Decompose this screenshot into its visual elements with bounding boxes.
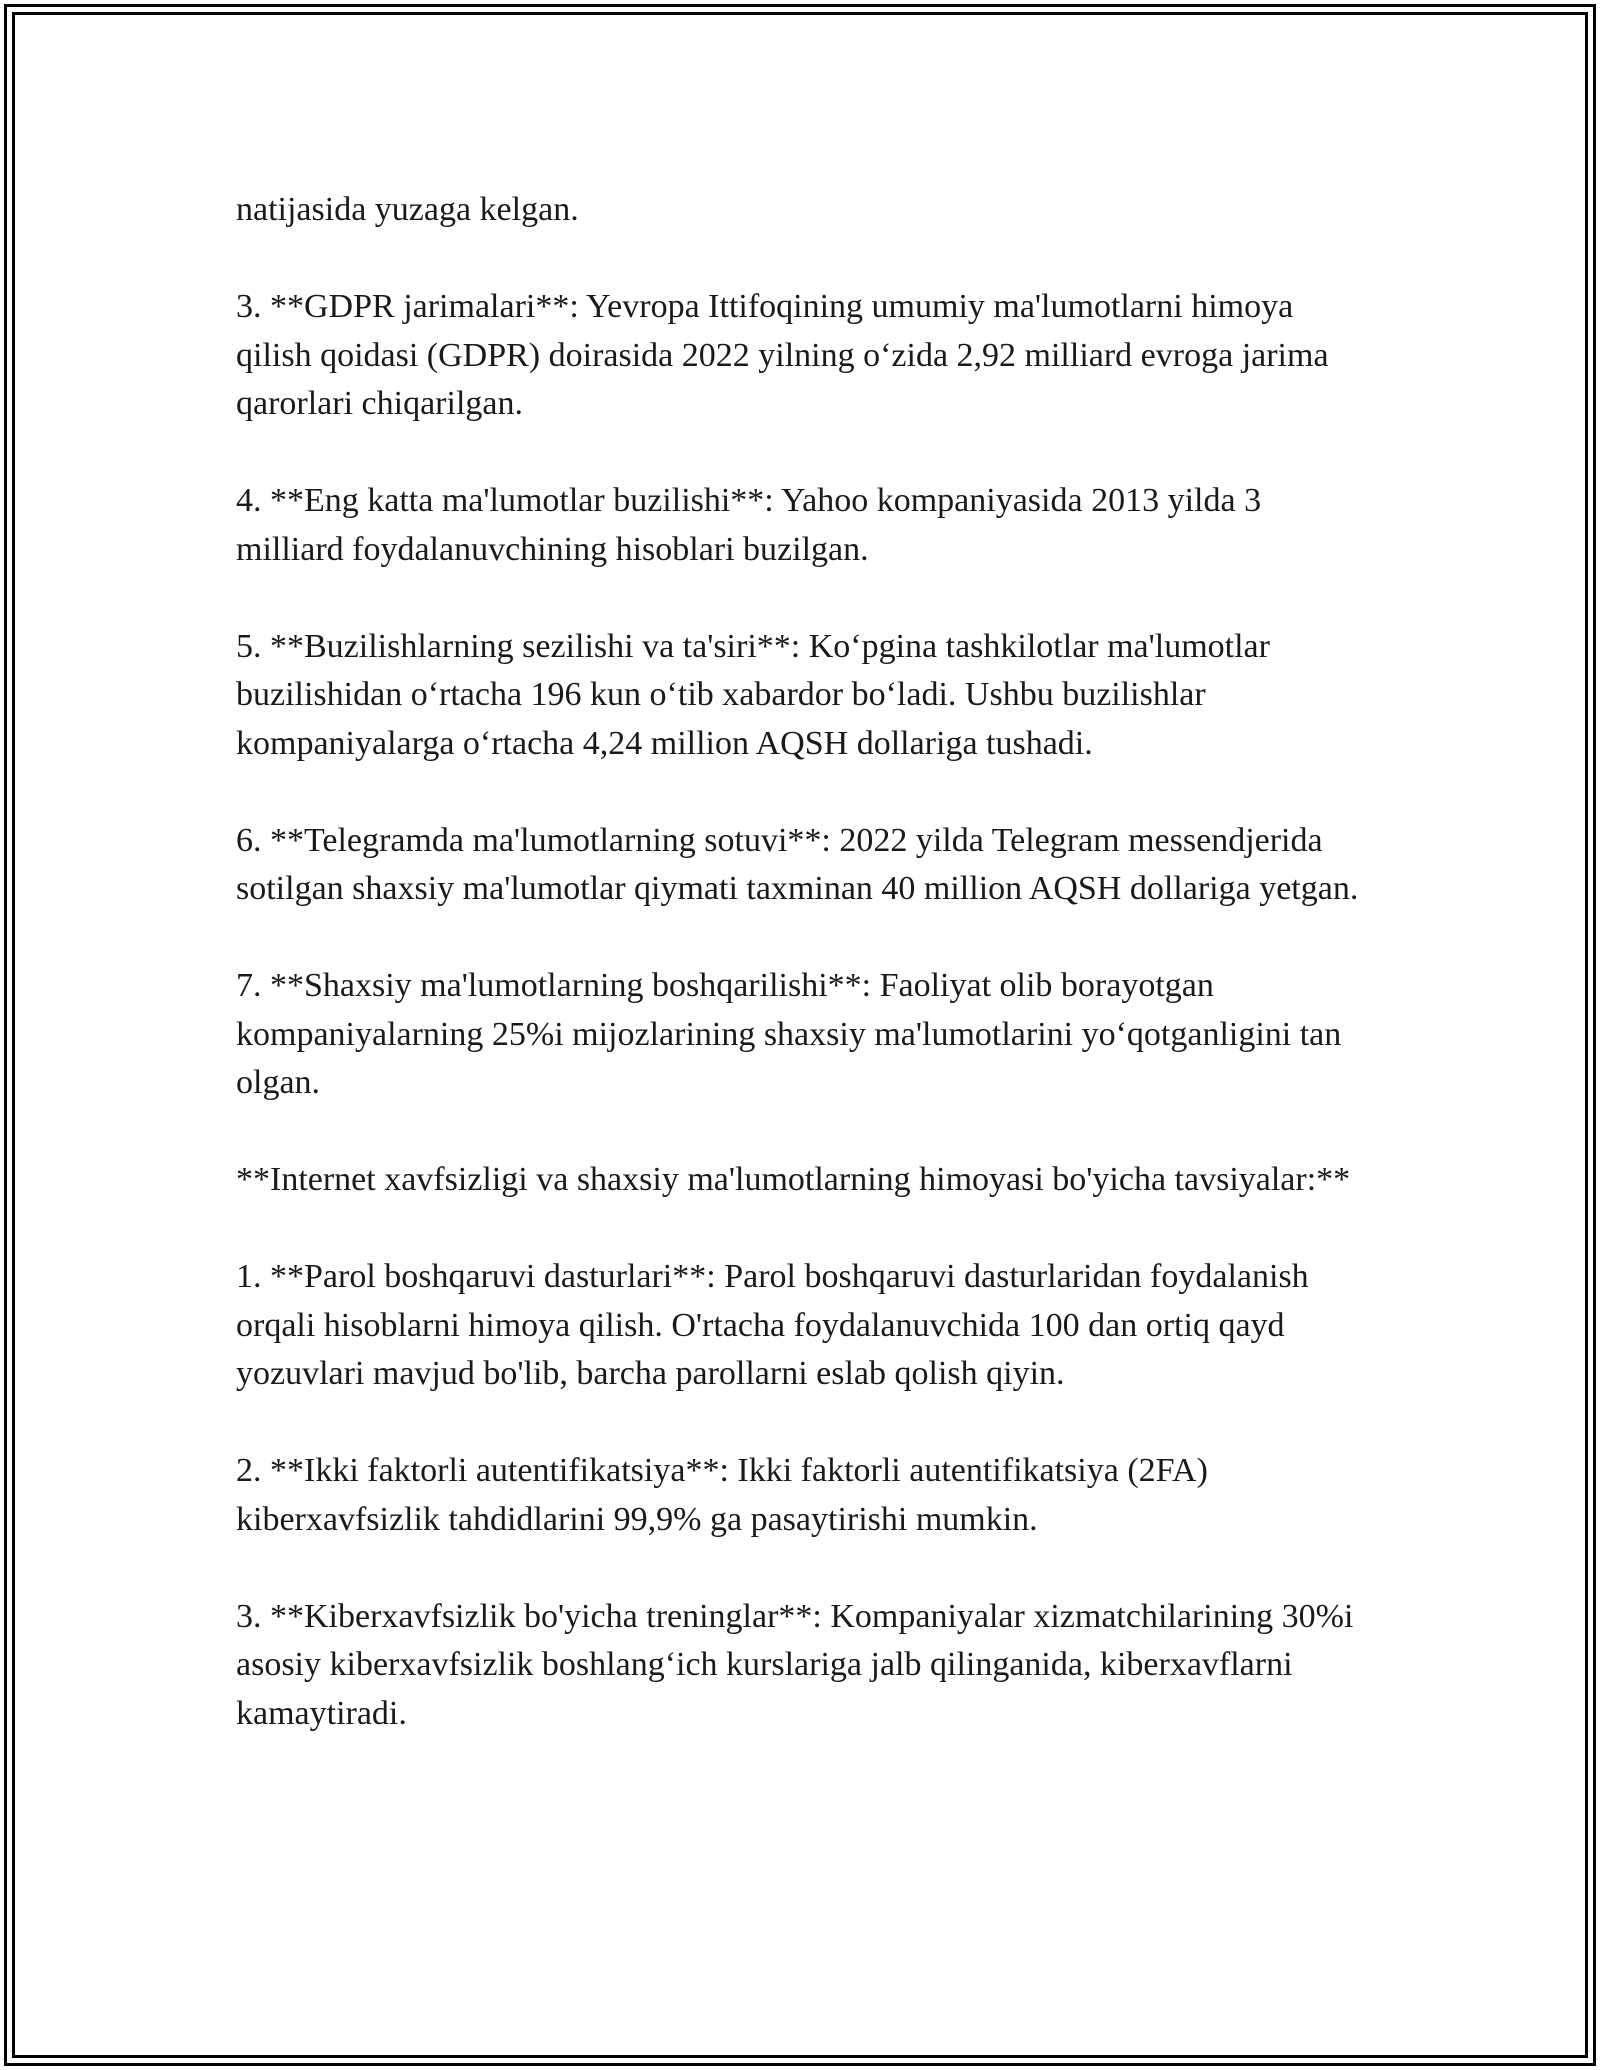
paragraph-security-trainings: 3. **Kiberxavfsizlik bo'yicha treninglar**: Kompaniyalar xizmatchilarining 30%i asosiy kiberxavfsizlik boshlang‘ich kurslariga jalb qilinganida, kiberxavflarni kamaytiradi. — [236, 1597, 1354, 1732]
paragraph-breach-detection: 5. **Buzilishlarning sezilishi va ta'siri**: Ko‘pgina tashkilotlar ma'lumotlar buzilishidan o‘rtacha 196 kun o‘tib xabardor bo‘ladi. Ushbu buzilishlar kompaniyalarga o‘rtacha 4,24 million AQSH dollariga tushadi. — [236, 627, 1270, 762]
paragraph-largest-breach: 4. **Eng katta ma'lumotlar buzilishi**: Yahoo kompaniyasida 2013 yilda 3 milliard foydalanuvchining hisoblari buzilgan. — [236, 482, 1262, 568]
paragraph-two-factor-auth: 2. **Ikki faktorli autentifikatsiya**: Ikki faktorli autentifikatsiya (2FA) kiberxavfsizlik tahdidlarini 99,9% ga pasaytirishi mumkin. — [236, 1452, 1208, 1538]
paragraph-recommendations-heading: **Internet xavfsizligi va shaxsiy ma'lumotlarning himoyasi bo'yicha tavsiyalar:** — [236, 1161, 1351, 1198]
paragraph-telegram-sales: 6. **Telegramda ma'lumotlarning sotuvi**: 2022 yilda Telegram messendjerida sotilgan shaxsiy ma'lumotlar qiymati taxminan 40 million AQSH dollariga yetgan. — [236, 821, 1359, 907]
paragraph-continuation: natijasida yuzaga kelgan. — [236, 191, 579, 228]
paragraph-gdpr-fines: 3. **GDPR jarimalari**: Yevropa Ittifoqining umumiy ma'lumotlarni himoya qilish qoidasi (GDPR) doirasida 2022 yilning o‘zida 2,92 milliard evroga jarima qarorlari chiqarilgan. — [236, 288, 1329, 422]
paragraph-password-managers: 1. **Parol boshqaruvi dasturlari**: Parol boshqaruvi dasturlaridan foydalanish orqali hisoblarni himoya qilish. O'rtacha foydalanuvchida 100 dan ortiq qayd yozuvlari mavjud bo'lib, barcha parollarni eslab qolish qiyin. — [236, 1258, 1309, 1392]
document-body — [236, 186, 1366, 1738]
paragraph-personal-data-management: 7. **Shaxsiy ma'lumotlarning boshqarilishi**: Faoliyat olib borayotgan kompaniyalarning 25%i mijozlarining shaxsiy ma'lumotlarini yo‘qotganligini tan olgan. — [236, 967, 1342, 1101]
